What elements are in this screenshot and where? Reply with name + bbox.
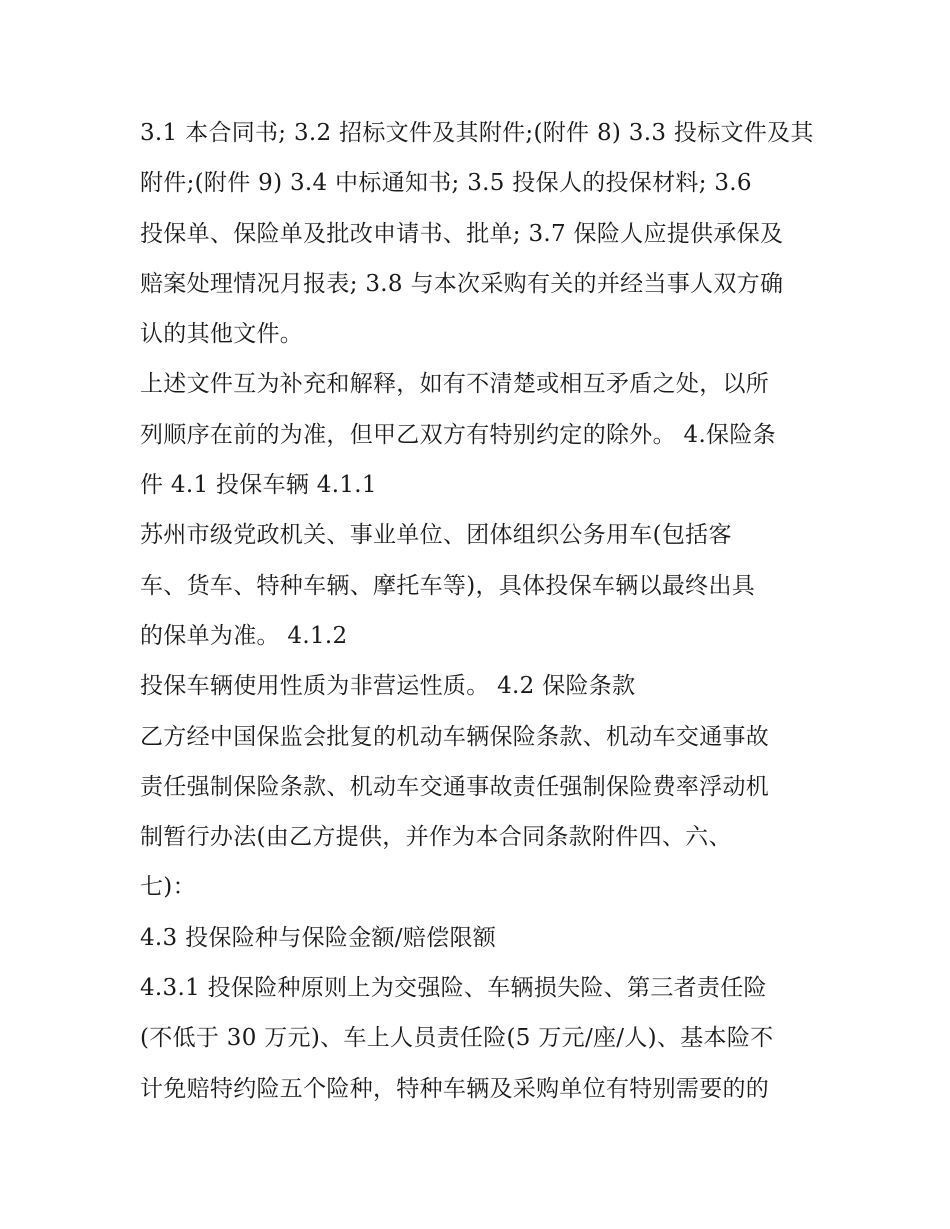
text-line: 计免赔特约险五个险种，特种车辆及采购单位有特别需要的的	[140, 1075, 770, 1102]
text-line: 苏州市级党政机关、事业单位、团体组织公务用车(包括客	[140, 522, 732, 549]
text-line: 投保车辆使用性质为非营运性质。 4.2 保险条款	[140, 673, 636, 700]
text-line: 赔案处理情况月报表; 3.8 与本次采购有关的并经当事人双方确	[140, 270, 784, 297]
text-line: 投保单、保险单及批改申请书、批单; 3.7 保险人应提供承保及	[140, 220, 784, 247]
text-line: 七)：	[140, 874, 196, 901]
text-line: 责任强制保险条款、机动车交通事故责任强制保险费率浮动机	[140, 773, 770, 800]
text-line: 认的其他文件。	[140, 321, 304, 348]
text-line: 3.1 本合同书; 3.2 招标文件及其附件;(附件 8) 3.3 投标文件及其	[140, 120, 814, 146]
text-line: 制暂行办法(由乙方提供，并作为本合同条款附件四、六、	[140, 824, 732, 851]
text-line: 上述文件互为补充和解释，如有不清楚或相互矛盾之处，以所	[140, 371, 770, 398]
text-line: (不低于 30 万元)、车上人员责任险(5 万元/座/人)、基本险不	[140, 1025, 774, 1052]
text-line: 附件;(附件 9) 3.4 中标通知书; 3.5 投保人的投保材料; 3.6	[140, 170, 752, 197]
text-line: 4.3.1 投保险种原则上为交强险、车辆损失险、第三者责任险	[140, 975, 767, 1002]
text-line: 乙方经中国保监会批复的机动车辆保险条款、机动车交通事故	[140, 723, 770, 750]
document-body	[140, 108, 820, 1114]
text-line: 4.3 投保险种与保险金额/赔偿限额	[140, 924, 497, 951]
text-line: 件 4.1 投保车辆 4.1.1	[140, 472, 377, 499]
text-line: 的保单为准。 4.1.2	[140, 622, 348, 649]
text-line: 列顺序在前的为准，但甲乙双方有特别约定的除外。 4.保险条	[140, 421, 776, 448]
text-line: 车、货车、特种车辆、摩托车等)，具体投保车辆以最终出具	[140, 572, 756, 599]
